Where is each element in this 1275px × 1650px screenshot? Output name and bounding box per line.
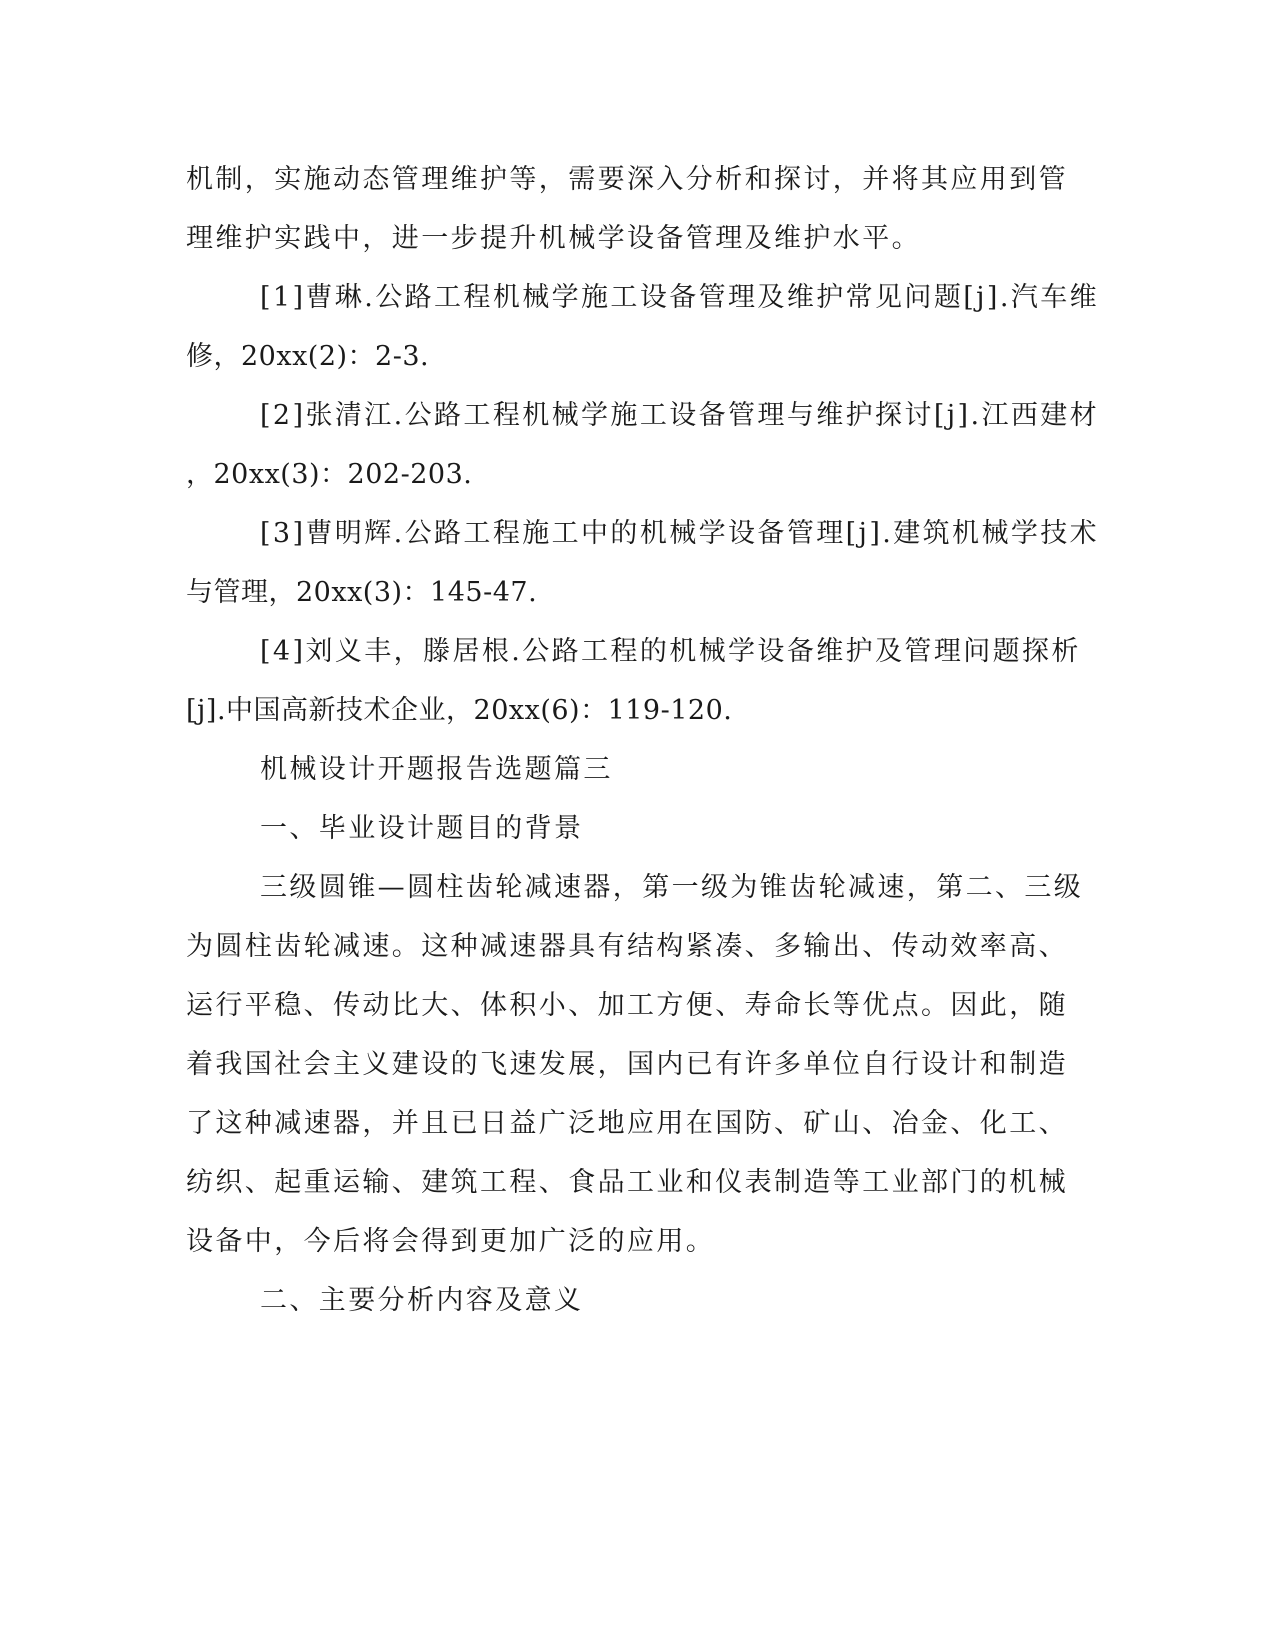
paragraph-line: 着我国社会主义建设的飞速发展，国内已有许多单位自行设计和制造 bbox=[186, 1049, 1068, 1080]
paragraph-line: 为圆柱齿轮减速。这种减速器具有结构紧凑、多输出、传动效率高、 bbox=[186, 931, 1068, 962]
paragraph-line: 纺织、起重运输、建筑工程、食品工业和仪表制造等工业部门的机械 bbox=[186, 1167, 1068, 1198]
reference-3-line-1: [3]曹明辉.公路工程施工中的机械学设备管理[j].建筑机械学技术 bbox=[260, 518, 1100, 549]
paragraph-line: 设备中，今后将会得到更加广泛的应用。 bbox=[186, 1226, 716, 1257]
paragraph-line: 运行平稳、传动比大、体积小、加工方便、寿命长等优点。因此，随 bbox=[186, 990, 1068, 1021]
reference-4-line-2: [j].中国高新技术企业，20xx(6)：119-120. bbox=[186, 695, 733, 726]
paragraph-line: 理维护实践中，进一步提升机械学设备管理及维护水平。 bbox=[186, 223, 921, 254]
reference-2-line-1: [2]张清江.公路工程机械学施工设备管理与维护探讨[j].江西建材 bbox=[260, 400, 1100, 431]
reference-2-line-2: ，20xx(3)：202-203. bbox=[186, 459, 473, 490]
paragraph-line: 三级圆锥—圆柱齿轮减速器，第一级为锥齿轮减速，第二、三级 bbox=[260, 872, 1084, 903]
paragraph-line: 机制，实施动态管理维护等，需要深入分析和探讨，并将其应用到管 bbox=[186, 164, 1068, 195]
reference-1-line-1: [1]曹琳.公路工程机械学施工设备管理及维护常见问题[j].汽车维 bbox=[260, 282, 1100, 313]
reference-4-line-1: [4]刘义丰，滕居根.公路工程的机械学设备维护及管理问题探析 bbox=[260, 636, 1081, 667]
paragraph-line: 了这种减速器，并且已日益广泛地应用在国防、矿山、冶金、化工、 bbox=[186, 1108, 1068, 1139]
reference-3-line-2: 与管理，20xx(3)：145-47. bbox=[186, 577, 538, 608]
reference-1-line-2: 修，20xx(2)：2-3. bbox=[186, 341, 430, 372]
heading-background: 一、毕业设计题目的背景 bbox=[260, 813, 584, 844]
heading-content-significance: 二、主要分析内容及意义 bbox=[260, 1285, 584, 1316]
section-title: 机械设计开题报告选题篇三 bbox=[260, 754, 613, 785]
